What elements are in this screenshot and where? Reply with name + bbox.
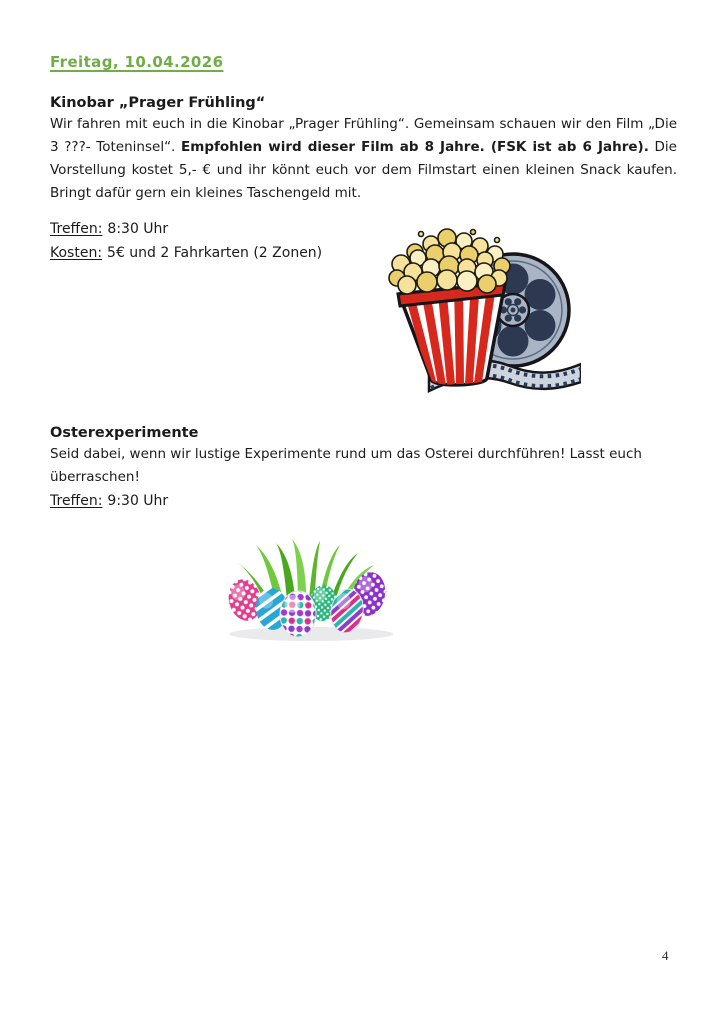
treffen-label: Treffen: <box>50 221 103 237</box>
treffen-label: Treffen: <box>50 493 103 509</box>
date-heading <box>50 52 677 72</box>
section-oster <box>50 423 677 513</box>
kinobar-title: Kinobar „Prager Frühling“ <box>50 95 266 111</box>
treffen-value: 9:30 Uhr <box>107 493 169 509</box>
kinobar-kosten-line <box>50 241 677 265</box>
kinobar-body-normal-1: Wir fahren mit euch in die Kinobar „Prager Frühling“. Gemeinsam schauen wir den Film „Die 3 ???- Toteninsel“. <box>50 116 677 155</box>
oster-body: Seid dabei, wenn wir lustige Experimente rund um das Osterei durchführen! Lasst euch überraschen! <box>50 446 642 485</box>
page-content <box>50 52 677 513</box>
popcorn-film-reel-icon <box>385 228 581 396</box>
popcorn-icon <box>389 229 510 294</box>
oster-title: Osterexperimente <box>50 425 199 441</box>
kinobar-meta <box>50 217 677 265</box>
date-heading-text: Freitag, 10.04.2026 <box>50 53 224 71</box>
oster-meta <box>50 489 677 513</box>
section-kinobar <box>50 93 677 265</box>
kosten-value: 5€ und 2 Fahrkarten (2 Zonen) <box>107 245 323 261</box>
easter-eggs-image <box>216 537 401 645</box>
popcorn-bucket-icon <box>398 279 505 386</box>
kinobar-treffen-line <box>50 217 677 241</box>
kinobar-body <box>50 113 677 205</box>
treffen-value: 8:30 Uhr <box>107 221 169 237</box>
easter-eggs-icon <box>216 537 401 645</box>
oster-treffen-line <box>50 489 677 513</box>
kinobar-body-normal-2: Die Vorstellung kostet 5,- € und ihr könnt euch vor dem Filmstart einen kleinen Snack kaufen. Bringt dafür gern ein kleines Taschengeld mit. <box>50 139 677 201</box>
page-number: 4 <box>662 948 669 963</box>
kinobar-body-bold: Empfohlen wird dieser Film ab 8 Jahre. (FSK ist ab 6 Jahre). <box>181 139 649 155</box>
popcorn-film-reel-image <box>385 228 581 396</box>
kosten-label: Kosten: <box>50 245 103 261</box>
